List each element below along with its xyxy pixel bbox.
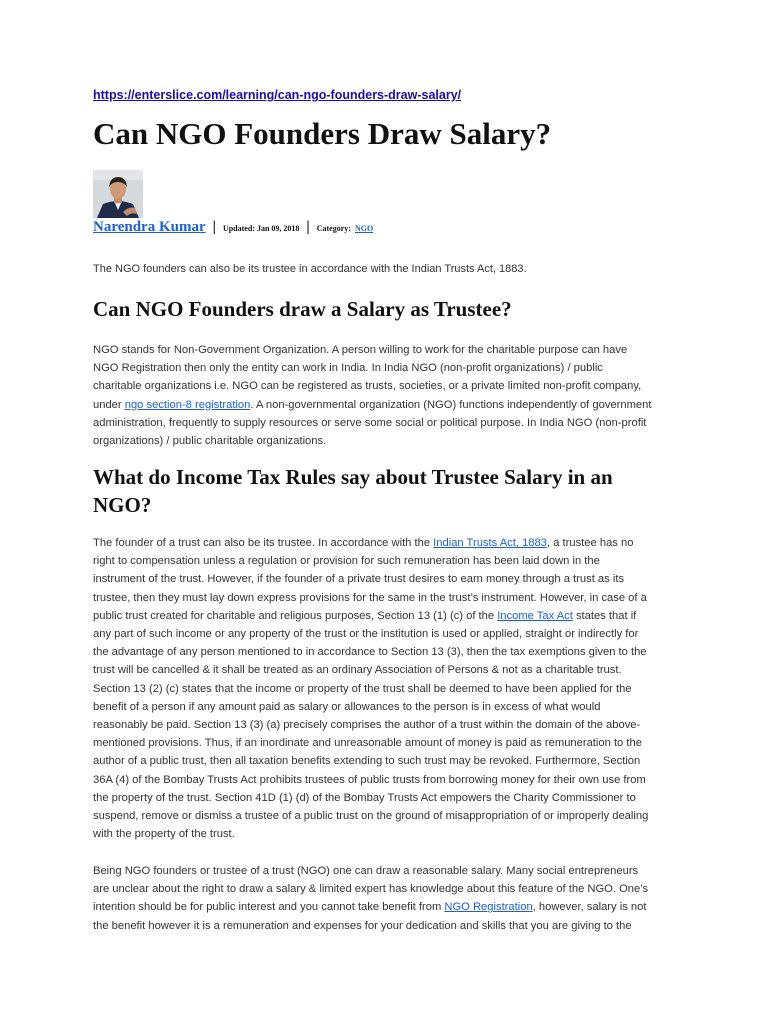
author-avatar (93, 170, 143, 218)
category-link[interactable]: NGO (354, 224, 374, 233)
text-segment: , a trustee has no (546, 537, 634, 549)
section-heading-trustee-salary: Can NGO Founders draw a Salary as Trustee? (93, 297, 512, 321)
category-label: Category: (316, 224, 351, 233)
text-line: NGO stands for Non-Government Organization. A person willing to work for the charitable purpose can have (93, 344, 628, 356)
text-line (93, 396, 683, 414)
text-line: NGO Registration then only the entity can work in India. In India NGO (non-profit organizations) / public (93, 362, 603, 375)
text-line: mentioned provisions. Thus, if an inordinate and unreasonable amount of money is paid as remuneration to the (93, 737, 642, 750)
income-tax-act-link[interactable]: Income Tax Act (497, 609, 573, 622)
text-line: reasonably be paid. Section 13 (3) (a) precisely comprises the author of a trust within the domain of the above- (93, 719, 641, 732)
text-line: are unclear about the right to draw a salary & limited expert has knowledge about this feature of the NGO. One’s (93, 883, 649, 896)
text-line (93, 898, 683, 916)
text-line (93, 607, 683, 625)
text-segment: The founder of a trust can also be its trustee. In accordance with the (93, 537, 434, 549)
ngo-registration-link[interactable]: NGO Registration (444, 901, 533, 914)
paragraph-reasonable-salary (93, 862, 683, 935)
intro-paragraph: The NGO founders can also be its trustee in accordance with the Indian Trusts Act, 1883. (93, 263, 527, 275)
heading-line: NGO? (93, 493, 152, 517)
text-segment: intention should be for public interest and you cannot take benefit from (93, 901, 445, 914)
text-segment: states that if (572, 609, 637, 622)
text-line: Being NGO founders or trustee of a trust (NGO) one can draw a reasonable salary. Many social entrepreneurs (93, 865, 639, 877)
text-line: suspend, remove or dismiss a trustee of a public trust on the ground of misappropriation of or improperly dealing (93, 810, 649, 823)
text-line: 36A (4) of the Bombay Trusts Act prohibits trustees of public trusts from borrowing money for their own use from (93, 773, 646, 786)
byline (93, 218, 373, 236)
text-line: right to compensation unless a regulation or provision for such remuneration has been laid down in the (93, 555, 600, 568)
text-line: trust will be cancelled & it shall be treated as an ordinary Association of Persons & not as a charitable trust. (93, 664, 622, 677)
byline-separator: | (212, 219, 216, 235)
ngo-section-8-link[interactable]: ngo section-8 registration (124, 398, 251, 411)
text-segment: public trust created for charitable and religious purposes, Section 13 (1) (c) of the (93, 609, 498, 622)
text-line: the property of the trust. Section 41D (1) (d) of the Bombay Trusts Act empowers the Charity Commissioner to (93, 791, 636, 804)
text-segment: under (93, 398, 125, 411)
text-line: the benefit however it is a remuneration and expenses for your dedication and skills that you are giving to the (93, 919, 632, 932)
byline-separator: | (306, 219, 310, 235)
text-line: Section 13 (2) (c) states that the income or property of the trust shall be deemed to have been applied for the (93, 682, 632, 695)
text-line: the advantage of any person mentioned to in accordance to Section 13 (3), then the tax exemptions given to the (93, 646, 647, 659)
text-line: organizations) / public charitable organizations. (93, 435, 327, 448)
page-title: Can NGO Founders Draw Salary? (93, 116, 552, 151)
text-line: author of a public trust, then all taxation benefits extending to such trust may be revoked. Furthermore, Section (93, 755, 641, 768)
paragraph-ngo-definition (93, 341, 683, 450)
text-line: any part of such income or any property of the trust or the institution is used or applied, straight or indirectly for (93, 628, 639, 641)
heading-line: What do Income Tax Rules say about Trustee Salary in an (93, 465, 613, 489)
source-url-link[interactable]: https://enterslice.com/learning/can-ngo-founders-draw-salary/ (93, 88, 462, 102)
text-line: administration, frequently to supply resources or serve some social or political purpose. In India NGO (non-profit (93, 416, 647, 429)
text-line: benefit of a person if any amount paid as salary or allowances to the person is in excess of what would (93, 700, 601, 713)
text-line: trustee, then they must lay down express provisions for the same in the trust’s instrument. However, in case of a (93, 591, 647, 604)
text-segment: . A non-governmental organization (NGO) functions independently of government (250, 398, 652, 411)
indian-trusts-act-link[interactable]: Indian Trusts Act, 1883 (433, 537, 547, 549)
updated-date: Updated: Jan 09, 2018 (222, 224, 300, 233)
author-photo (93, 170, 143, 218)
paragraph-trust-law (93, 534, 683, 843)
section-heading-income-tax (93, 463, 613, 519)
text-line (93, 534, 683, 552)
text-line: instrument of the trust. However, if the founder of a private trust desires to earn money through a trust as its (93, 573, 625, 586)
text-line: with the property of the trust. (93, 828, 235, 841)
author-link[interactable]: Narendra Kumar (93, 219, 206, 235)
text-line: charitable organizations i.e. NGO can be registered as trusts, societies, or a private limited non-profit company, (93, 380, 642, 393)
text-segment: , however, salary is not (532, 901, 647, 914)
